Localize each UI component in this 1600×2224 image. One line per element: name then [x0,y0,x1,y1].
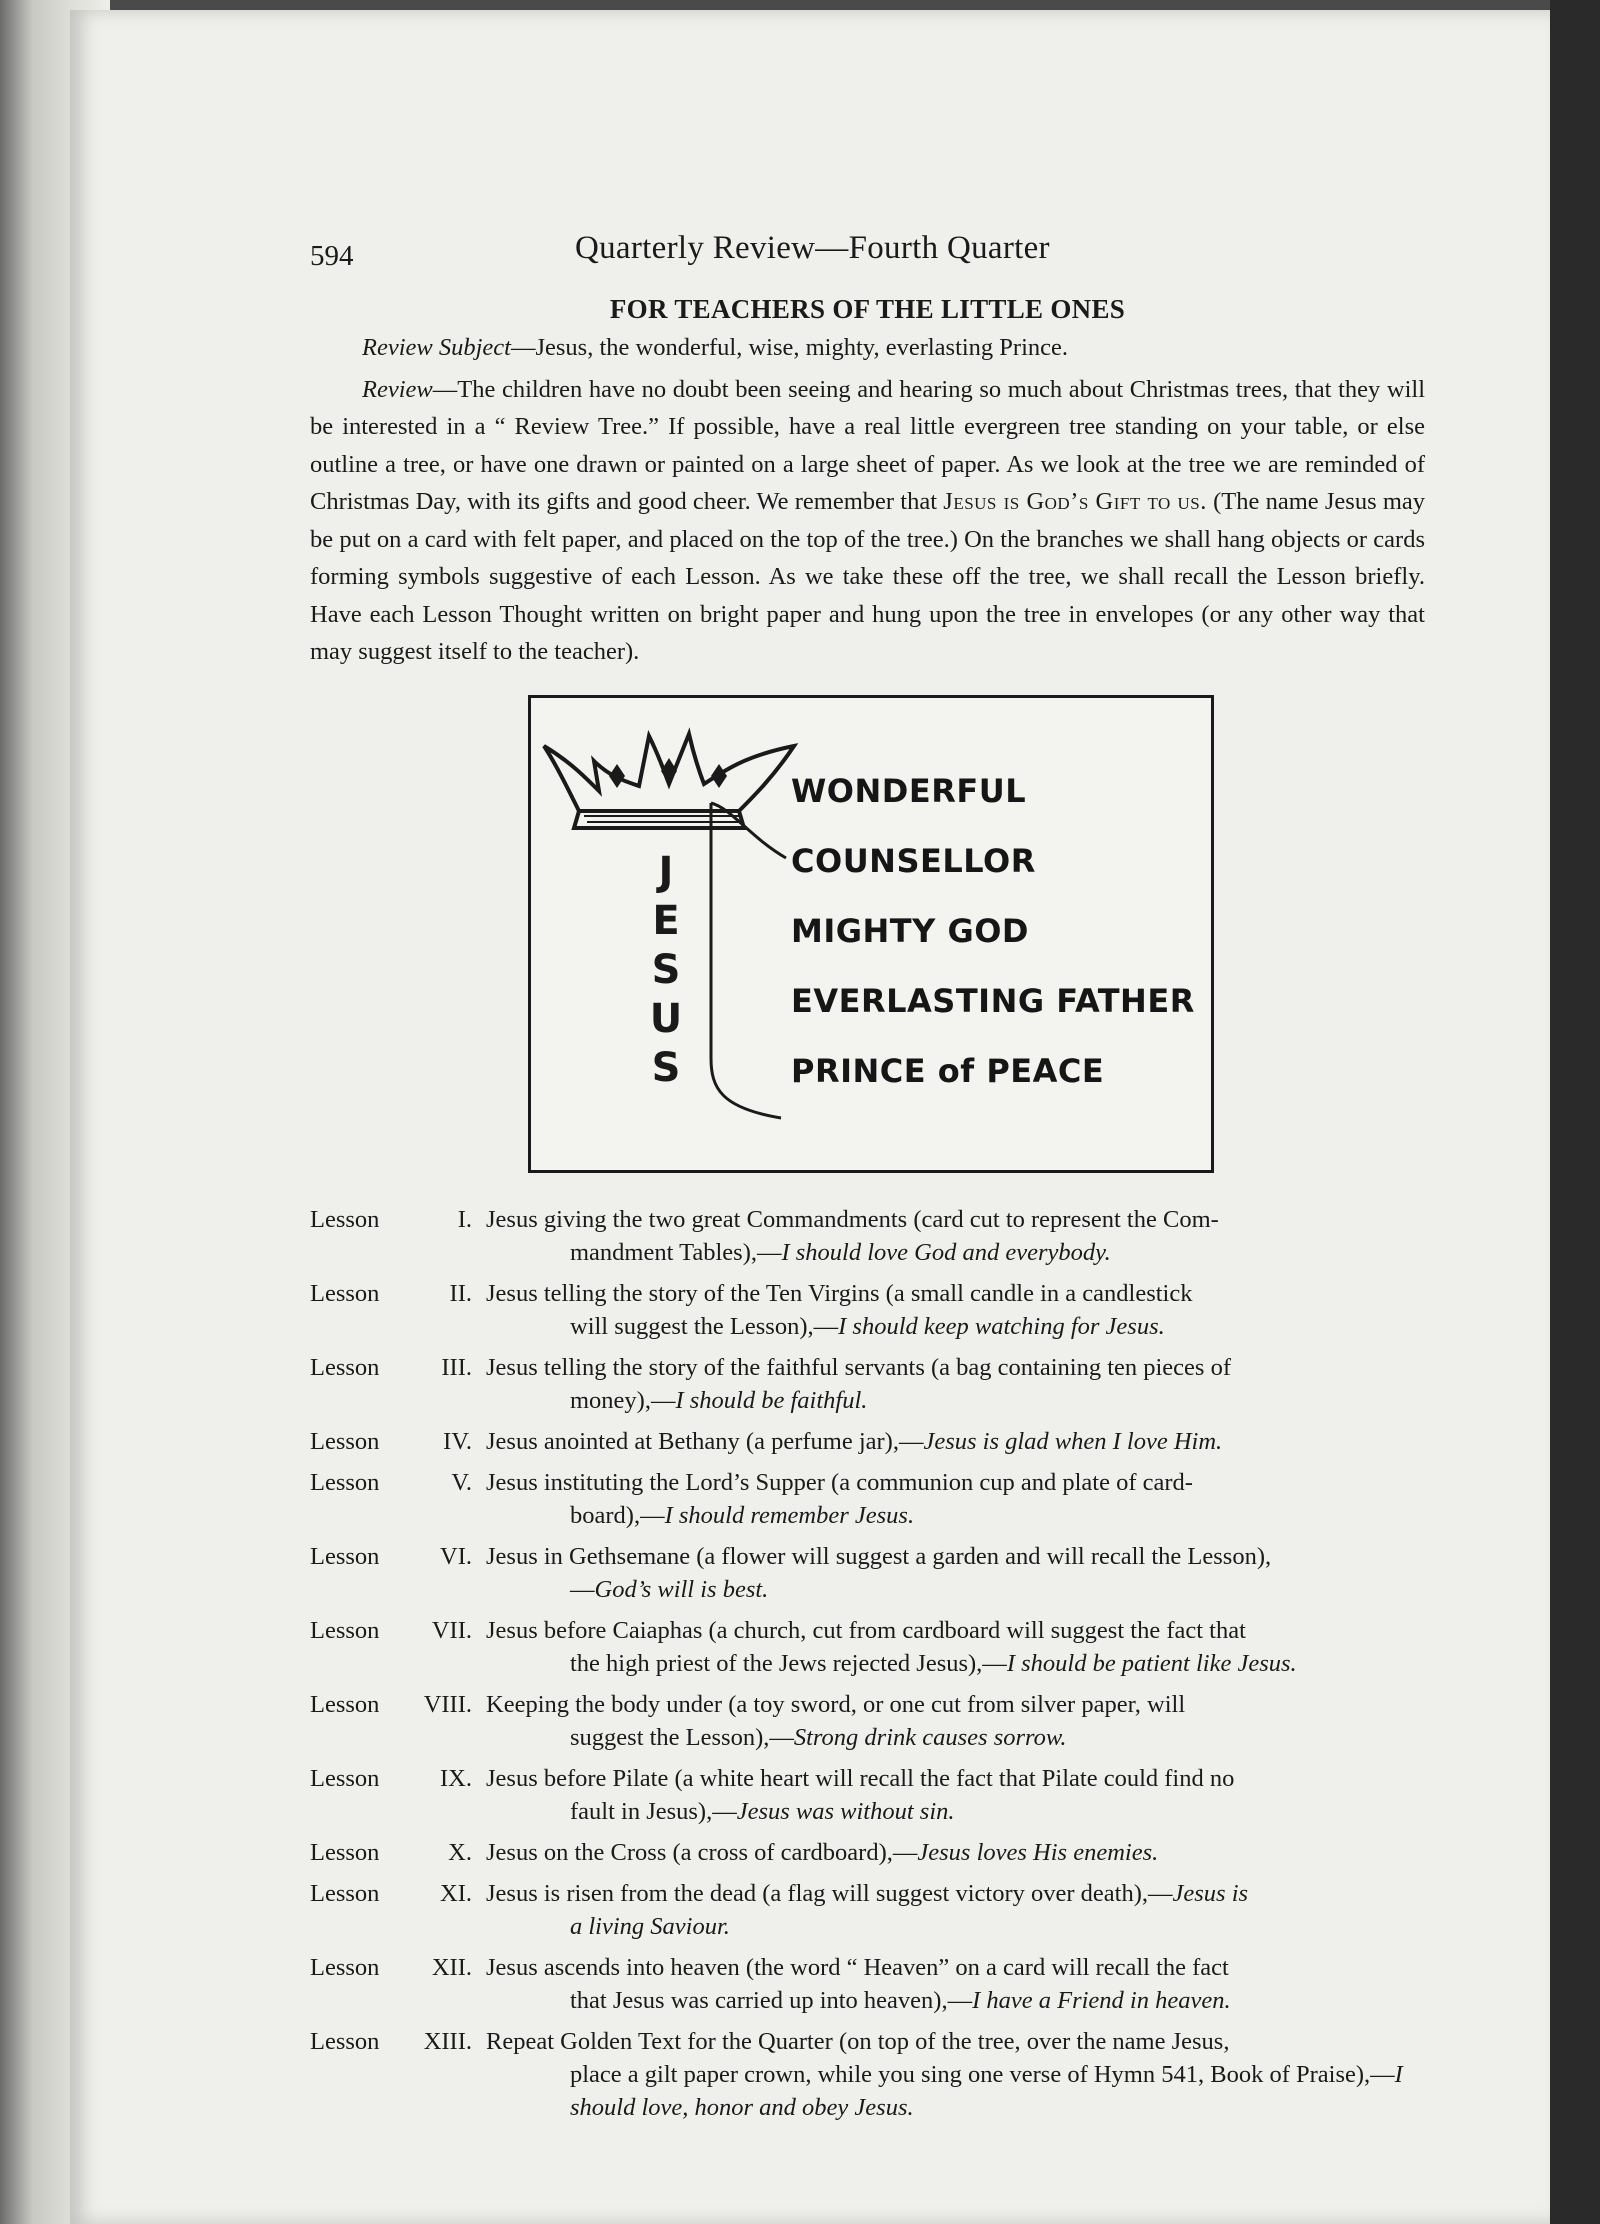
lesson-word: Lesson [310,1690,380,1718]
lesson-description: Jesus telling the story of the faithful servants (a bag containing ten pieces of [486,1353,1232,1381]
lesson-text [486,1943,1425,2017]
lesson-thought: I should keep watching for Jesus. [838,1312,1165,1340]
lesson-description: Keeping the body under (a toy sword, or one cut from silver paper, will [486,1690,1186,1718]
lesson-number: XIII. [423,2027,472,2055]
lesson-row [310,1680,1425,1754]
lesson-word: Lesson [310,1353,380,1381]
lesson-description: Jesus is risen from the dead (a flag will suggest victory over death),— [486,1879,1173,1907]
lesson-text [486,1269,1425,1343]
lesson-thought: God’s will is best. [594,1575,769,1603]
lesson-continuation: suggest the Lesson),—Strong drink causes sorrow. [570,1723,1067,1751]
lesson-thought: Jesus loves His enemies. [917,1838,1159,1866]
page-content [310,220,1425,2124]
lesson-number: X. [448,1838,472,1866]
lesson-text [486,1417,1425,1458]
lesson-description: Jesus before Pilate (a white heart will recall the fact that Pilate could find no [486,1764,1235,1792]
lesson-number: VI. [440,1542,472,1570]
lesson-thought: Jesus is [1172,1879,1249,1907]
lesson-description: Jesus instituting the Lord’s Supper (a communion cup and plate of card- [486,1468,1193,1496]
lesson-row [310,1269,1425,1343]
lesson-number: VIII. [423,1690,472,1718]
lesson-number: XII. [431,1953,472,1981]
lesson-description: Jesus anointed at Bethany (a perfume jar),— [486,1427,924,1455]
lesson-text [486,1680,1425,1754]
lesson-text [486,1458,1425,1532]
lesson-text [486,2017,1425,2124]
lessons-list [310,1195,1425,2124]
lesson-continuation: will suggest the Lesson),—I should keep watching for Jesus. [570,1312,1165,1340]
lesson-row [310,1754,1425,1828]
lesson-number: II. [449,1279,472,1307]
bracket-line [691,798,801,1128]
lesson-text [486,1343,1425,1417]
lesson-thought: I should love, honor and obey Jesus. [570,2060,1403,2121]
lesson-continuation: that Jesus was carried up into heaven),—I have a Friend in heaven. [570,1986,1231,2014]
scan-border [1550,0,1600,2224]
lesson-continuation: board),—I should remember Jesus. [570,1501,915,1529]
lesson-row [310,2017,1425,2124]
letter: E [652,897,680,944]
lesson-number: I. [457,1205,472,1233]
section-heading: FOR TEACHERS OF THE LITTLE ONES [609,294,1126,324]
lesson-word: Lesson [310,1205,380,1233]
lesson-number: IX. [440,1764,472,1792]
lesson-thought: I should remember Jesus. [664,1501,915,1529]
lesson-continuation: —God’s will is best. [570,1575,769,1603]
review-paragraph [310,371,1425,671]
jesus-vertical-name [641,848,691,1093]
title-item: WONDERFUL [791,771,1027,810]
lesson-description: Jesus on the Cross (a cross of cardboard),— [486,1838,918,1866]
lesson-thought: Jesus was without sin. [736,1797,955,1825]
lesson-description: Repeat Golden Text for the Quarter (on top of the tree, over the name Jesus, [486,2027,1230,2055]
review-emphasis: Jesus is God’s Gift to us. [943,488,1207,515]
running-title: Quarterly Review—Fourth Quarter [575,230,1050,266]
lesson-word: Lesson [310,1427,380,1455]
lesson-number: VII. [431,1616,472,1644]
letter: S [651,1044,681,1091]
lesson-continuation [486,1910,1425,1943]
lesson-row [310,1343,1425,1417]
lesson-thought: I should be faithful. [675,1386,868,1414]
running-head [310,220,1425,280]
lesson-word: Lesson [310,1279,380,1307]
letter: S [651,946,681,993]
review-subject-paragraph [310,329,1425,367]
lesson-number: III. [441,1353,472,1381]
review-subject-label: Review Subject [362,334,511,361]
lesson-thought: Jesus is glad when I love Him. [923,1427,1223,1455]
lesson-row [310,1828,1425,1869]
lesson-word: Lesson [310,1616,380,1644]
lesson-text [486,1828,1425,1869]
lesson-word: Lesson [310,1953,380,1981]
lesson-word: Lesson [310,1764,380,1792]
lesson-thought: a living Saviour. [570,1912,730,1940]
jesus-titles-illustration [528,695,1214,1173]
lesson-text [486,1532,1425,1606]
letter: J [658,848,674,895]
lesson-thought: Strong drink causes sorrow. [793,1723,1067,1751]
lesson-row [310,1943,1425,2017]
lesson-thought: I have a Friend in heaven. [972,1986,1231,2014]
lesson-row [310,1869,1425,1943]
lesson-description: Jesus in Gethsemane (a flower will suggest a garden and will recall the Lesson), [486,1542,1272,1570]
lesson-word: Lesson [310,1542,380,1570]
review-text-part1: —The children have no doubt been seeing and hearing so much about Christmas trees, that they will be interested in a “ Review Tree.” If possible, have a real little evergreen tree standing on your table, or else outline a tree, or have one drawn or painted on a large sheet of paper. As we look at the tree we are reminded of Christmas Day, with its gifts and good cheer. We remember that [310,375,1425,515]
lesson-continuation: fault in Jesus),—Jesus was without sin. [570,1797,955,1825]
review-text-part2: (The name Jesus may be put on a card with felt paper, and placed on the top of the tree.) On the branches we shall hang objects or cards forming symbols suggestive of each Lesson. As we take these off the tree, we shall recall the Lesson briefly. Have each Lesson Thought written on bright paper and hung upon the tree in envelopes (or any other way that may suggest itself to the teacher). [310,488,1426,665]
review-subject-text: —Jesus, the wonderful, wise, mighty, everlasting Prince. [510,334,1069,361]
title-item: EVERLASTING FATHER [791,981,1195,1020]
lesson-continuation: money),—I should be faithful. [570,1386,868,1414]
lesson-word: Lesson [310,2027,380,2055]
lesson-row [310,1195,1425,1269]
lesson-number: XI. [440,1879,472,1907]
lesson-description: Jesus giving the two great Commandments (card cut to represent the Com- [486,1205,1219,1233]
lesson-row [310,1417,1425,1458]
lesson-word: Lesson [310,1468,380,1496]
lesson-word: Lesson [310,1879,380,1907]
lesson-number: IV. [443,1427,472,1455]
lesson-word: Lesson [310,1838,380,1866]
lesson-continuation: place a gilt paper crown, while you sing one verse of Hymn 541, Book of Praise),—I should love, honor and obey Jesus. [570,2060,1403,2121]
title-item: PRINCE of PEACE [791,1051,1105,1090]
lesson-row [310,1606,1425,1680]
lesson-text [486,1869,1425,1943]
lesson-text [486,1754,1425,1828]
title-item: COUNSELLOR [791,841,1036,880]
letter: U [649,995,683,1042]
lesson-text [486,1195,1425,1269]
lesson-continuation: mandment Tables),—I should love God and everybody. [570,1238,1111,1266]
lesson-number: V. [451,1468,472,1496]
lesson-continuation: the high priest of the Jews rejected Jesus),—I should be patient like Jesus. [570,1649,1297,1677]
lesson-description: Jesus ascends into heaven (the word “ Heaven” on a card will recall the fact [486,1953,1229,1981]
lesson-description: Jesus before Caiaphas (a church, cut from cardboard will suggest the fact that [486,1616,1246,1644]
lesson-description: Jesus telling the story of the Ten Virgins (a small candle in a candlestick [486,1279,1193,1307]
lesson-row [310,1458,1425,1532]
lesson-text [486,1606,1425,1680]
lesson-row [310,1532,1425,1606]
review-label: Review [362,375,433,403]
page-number: 594 [310,240,354,272]
lesson-thought: I should love God and everybody. [781,1238,1111,1266]
titles-list [791,756,1195,1106]
title-item: MIGHTY GOD [791,911,1029,950]
lesson-thought: I should be patient like Jesus. [1006,1649,1297,1677]
